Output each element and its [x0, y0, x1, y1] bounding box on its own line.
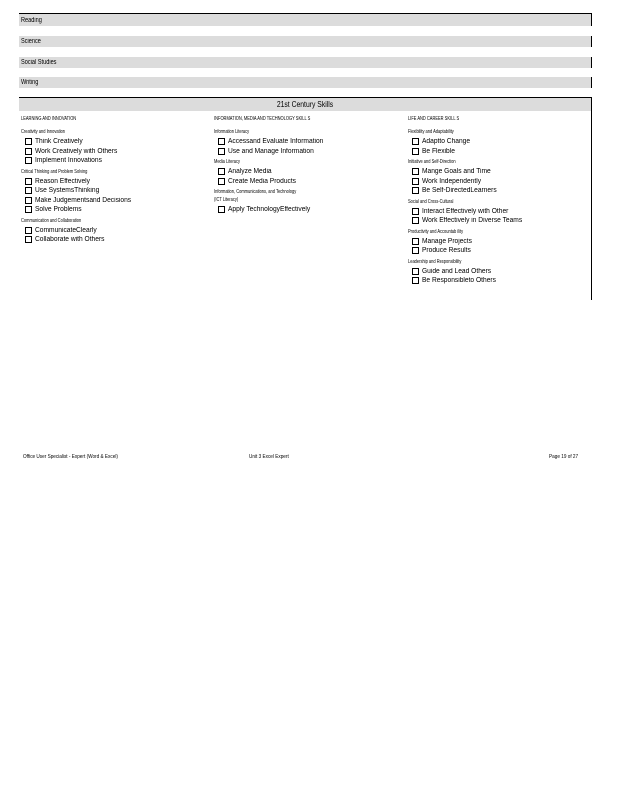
checkbox[interactable] [25, 138, 32, 145]
checklist-item[interactable]: Collaborate with Others [21, 235, 206, 245]
checkbox[interactable] [218, 206, 225, 213]
checklist-item[interactable]: Think Creatively [21, 137, 206, 147]
checklist-item[interactable]: Be Responsibleto Others [408, 276, 588, 286]
skills-title-bar [19, 98, 591, 111]
group-label-continued: (ICT Literacy) [214, 197, 239, 203]
band-reading [19, 13, 592, 26]
checklist-item[interactable]: Interact Effectively with Other [408, 207, 588, 217]
checklist-item[interactable]: Work Creatively with Others [21, 147, 206, 157]
group-label: Critical Thinking and Problem Solving [21, 168, 88, 175]
checkbox[interactable] [25, 206, 32, 213]
checklist-item[interactable]: Adaptto Change [408, 137, 588, 147]
checklist-item[interactable]: Apply TechnologyEffectively [214, 205, 404, 215]
group-label: Flexibility and Adaptability [408, 129, 454, 135]
band-writing [19, 77, 592, 88]
checklist-item[interactable]: CommunicateClearly [21, 226, 206, 236]
checkbox[interactable] [412, 238, 419, 245]
band-science [19, 36, 592, 47]
checkbox[interactable] [25, 178, 32, 185]
group-label: Initiative and Self-Direction [408, 159, 456, 165]
checklist-item[interactable]: Create Media Products [214, 177, 404, 187]
skills-column-information [214, 116, 404, 215]
checklist-item[interactable]: Accessand Evaluate Information [214, 137, 404, 147]
page-footer [23, 454, 589, 464]
checklist-item[interactable]: Manage Projects [408, 237, 588, 247]
checkbox[interactable] [412, 178, 419, 185]
checklist-item[interactable]: Solve Problems [21, 205, 206, 215]
band-social-studies [19, 57, 592, 68]
column-heading: LIFE AND CAREER SKILL S [408, 116, 460, 122]
checklist-item[interactable]: Work Effectively in Diverse Teams [408, 216, 588, 226]
checkbox[interactable] [25, 236, 32, 243]
checkbox[interactable] [25, 187, 32, 194]
checklist-item[interactable]: Work Independently [408, 177, 588, 187]
band-science-label: Science [21, 38, 41, 45]
checkbox[interactable] [412, 217, 419, 224]
group-label: Social and Cross-Cultural [408, 198, 454, 205]
checkbox[interactable] [218, 138, 225, 145]
group-label: Communication and Collaboration [21, 217, 82, 224]
checkbox[interactable] [412, 138, 419, 145]
checklist-item[interactable]: Use and Manage Information [214, 147, 404, 157]
skills-column-life-career [408, 116, 588, 286]
checkbox[interactable] [25, 227, 32, 234]
group-label: Information Literacy [214, 129, 250, 135]
group-label: Media Literacy [214, 159, 241, 165]
group-label: Productivity and Accountab ility [408, 228, 464, 235]
checklist-item[interactable]: Make Judgementsand Decisions [21, 196, 206, 206]
band-reading-label: Reading [21, 17, 42, 24]
column-heading: INFORMATION, MEDIA AND TECHNOLOGY SKILL S [214, 116, 311, 122]
checkbox[interactable] [412, 268, 419, 275]
checkbox[interactable] [412, 277, 419, 284]
checklist-item[interactable]: Produce Results [408, 246, 588, 256]
checkbox[interactable] [218, 168, 225, 175]
footer-page-number: Page 19 of 27 [549, 454, 579, 460]
checkbox[interactable] [218, 178, 225, 185]
footer-course: Office User Specialist - Expert (Word & Excel) [23, 454, 118, 460]
band-social-studies-label: Social Studies [21, 59, 57, 66]
checklist-item[interactable]: Implement Innovations [21, 156, 206, 166]
checkbox[interactable] [412, 208, 419, 215]
checkbox[interactable] [25, 197, 32, 204]
group-label: Leadership and Responsibility [408, 258, 462, 265]
checklist-item[interactable]: Analyze Media [214, 167, 404, 177]
skills-column-learning [21, 116, 206, 245]
group-label: Information, Communications, and Technology [214, 189, 297, 195]
checklist-item[interactable]: Use SystemsThinking [21, 186, 206, 196]
checkbox[interactable] [412, 168, 419, 175]
skills-section [19, 97, 592, 300]
checklist-item[interactable]: Be Flexible [408, 147, 588, 157]
checkbox[interactable] [25, 148, 32, 155]
checklist-item[interactable]: Guide and Lead Others [408, 267, 588, 277]
skills-title: 21st Century Skills [276, 100, 334, 109]
checklist-item[interactable]: Reason Effectively [21, 177, 206, 187]
footer-unit: Unit 3 Excel Expert [249, 454, 289, 460]
checkbox[interactable] [412, 187, 419, 194]
checkbox[interactable] [218, 148, 225, 155]
checklist-item[interactable]: Be Self-DirectedLearners [408, 186, 588, 196]
checkbox[interactable] [412, 247, 419, 254]
band-writing-label: Writing [21, 79, 39, 86]
group-label: Creativity and Innovation [21, 129, 66, 135]
checkbox[interactable] [412, 148, 419, 155]
checkbox[interactable] [25, 157, 32, 164]
checklist-item[interactable]: Mange Goals and Time [408, 167, 588, 177]
column-heading: LEARNING AND INNOVATION [21, 116, 77, 122]
